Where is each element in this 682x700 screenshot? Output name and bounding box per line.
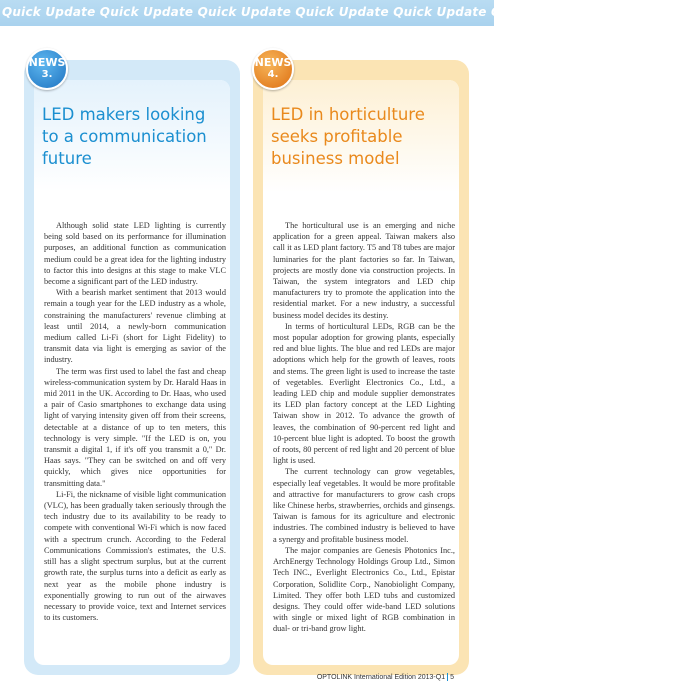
news-4-paragraph: The current technology can grow vegetables, especially leaf vegetables. It would be more profitable and attractive for manufacturers to grow cash crops like Chinese herbs, strawberries, orchids and ginsengs. Taiwan is famous for its agriculture and electronic industries. The combined industry is believed to have a synergy and profitable business model. — [273, 467, 455, 544]
news-4-badge — [252, 48, 294, 90]
news-4-badge-number: 4. — [267, 69, 279, 80]
news-3-paragraph: The term was first used to label the fast and cheap wireless-communication system by Dr. Harald Haas in mid 2011 in the UK. According to Dr. Haas, who used a pair of Casio smartphones to exchange data using light of varying intensity given off from their screens, detectable at a distance of up to ten meters, this technology is very simple. "If the LED is on, you transmit a digital 1, if it's off you transmit a 0," Dr. Haas says. "They can be switched on and off very quickly, which gives nice opportunities for transmitting data." — [44, 366, 226, 488]
news-3-paragraph: With a bearish market sentiment that 2013 would remain a tough year for the LED industry as a whole, constraining the manufacturers' revenue climbing at least until 2014, a newly-born communication medium called Li-Fi (short for Light Fidelity) to transmit data via light is emerging as savior of the industry. — [44, 288, 226, 365]
publication-name: OPTOLINK International Edition 2013-Q1 — [316, 673, 446, 681]
news-4-body — [273, 220, 455, 635]
news-3-paragraph: Li-Fi, the nickname of visible light communication (VLC), has been gradually taken seriously through the tech industry due to its availability to be ready to compete with conventional Wi-Fi which is now faced with a spectrum crunch. According to the Federal Communications Commission's estimates, the U.S. still has a slight spectrum surplus, but at the current growth rate, the surplus turns into a deficit as early as next year as the mobile phone industry is exponentially growing to run out of the airwaves necessary to provide voice, text and Internet services to its customers. — [44, 489, 226, 623]
news-3-headline: LED makers looking to a communication future — [42, 105, 207, 168]
footer-divider — [447, 673, 448, 681]
news-3-badge-number: 3. — [41, 69, 53, 80]
news-4-paragraph: In terms of horticultural LEDs, RGB can be the most popular adoption for growing plants, especially red and blue lights. The blue and red LEDs are major adoptions which help for the growth of leaves, roots and stems. The green light is used to increase the taste of vegetables. Everlight Electronics Co., Ltd., a leading LED chip and module supplier demonstrates its LED plan factory concept at the LED Lighting Taiwan show in 2012. To advance the growth of leaves, the combination of 90-percent red light and 10-percent blue light is adopted. To boost the growth of roots, 80 percent of red light and 20 percent of blue light is used. — [273, 321, 455, 466]
news-3-headline-box — [34, 80, 230, 192]
news-3-paragraph: Although solid state LED lighting is currently being sold based on its performance for illumination purposes, an additional function as communication medium could be a great idea for the lighting industry to factor this into designs at this stage to make VLC become a significant part of the LED industry. — [44, 221, 226, 287]
news-4-content — [263, 80, 459, 665]
news-3-panel — [24, 60, 240, 675]
news-3-body — [44, 220, 226, 623]
quick-update-banner — [0, 0, 682, 26]
news-4-headline-box — [263, 80, 459, 192]
news-3-badge — [26, 48, 68, 90]
news-4-paragraph: The horticultural use is an emerging and niche application for a green appeal. Taiwan makers also call it as LED plant factory. T5 and T8 tubes are major luminaries for the plant factories so far. In Taiwan, projects are mostly done via construction projects. In Taiwan, the system integrators and LED chip manufacturers try to promote the application into the residential market. For a new industry, a successful business model decides its destiny. — [273, 221, 455, 320]
news-4-badge-label: NEWS — [254, 56, 292, 69]
page-number: 5 — [450, 673, 454, 681]
news-3-badge-label: NEWS — [28, 56, 66, 69]
news-4-panel — [253, 60, 469, 675]
news-4-paragraph: The major companies are Genesis Photonics Inc., ArchEnergy Technology Holdings Group Ltd., Simon Tech INC., Everlight Electronics Co., Ltd., Epistar Corporation, Solidlite Corp., Nanobiolight Company, Limited. They offer both LED tubs and customized designs. They could offer wide-band LED solutions with single or mixed light of RGB combination in dual- or tri-band grow light. — [273, 545, 455, 634]
news-4-headline: LED in horticulture seeks profitable business model — [271, 105, 425, 168]
banner-text: Quick Update Quick Update Quick Update Quick Update Quick Update Quick Update Quick Update — [2, 5, 682, 19]
page-footer — [317, 673, 454, 681]
news-3-content — [34, 80, 230, 665]
